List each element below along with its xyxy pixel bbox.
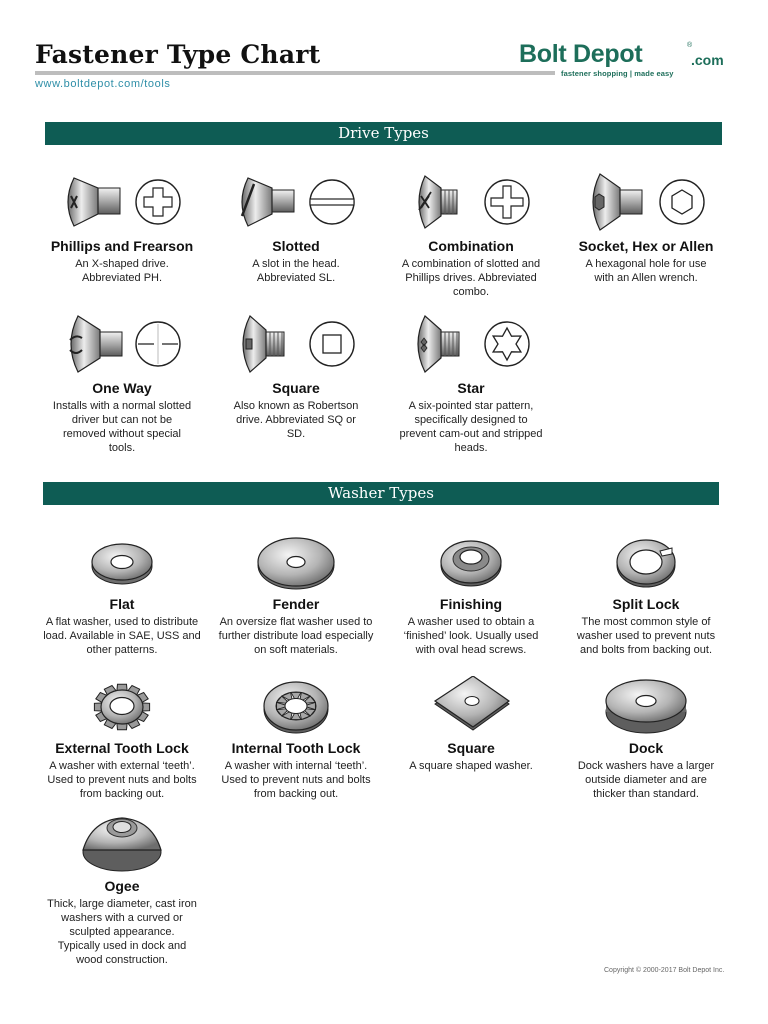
drive-types-header: Drive Types <box>45 122 722 145</box>
ogee-washer-icon <box>62 812 182 874</box>
drive-item-desc: A combination of slotted and Phillips drives. Abbreviated combo. <box>401 258 541 298</box>
drive-item-name: One Way <box>92 380 152 396</box>
drive-item-name: Star <box>457 380 485 396</box>
one-way-screw-icon <box>62 312 182 376</box>
drive-item-name: Square <box>272 380 320 396</box>
flat-washer-icon <box>62 532 182 592</box>
slotted-screw-icon <box>236 170 356 234</box>
drive-item-desc: A slot in the head. Abbreviated SL. <box>252 258 340 284</box>
page-title: Fastener Type Chart <box>35 40 321 69</box>
washer-item-name: Flat <box>109 596 135 612</box>
washer-item-name: Split Lock <box>612 596 680 612</box>
square-washer-icon <box>411 676 531 736</box>
drive-item-name: Phillips and Frearson <box>50 238 194 254</box>
washer-item-desc: The most common style of washer used to prevent nuts and bolts from backing out. <box>576 616 716 656</box>
washer-item-name: Square <box>447 740 495 756</box>
washer-item-finishing <box>384 532 558 657</box>
washer-item-desc: Dock washers have a larger outside diameter and are thicker than standard. <box>577 760 715 800</box>
drive-item-name: Combination <box>428 238 514 254</box>
washer-item-desc: A square shaped washer. <box>409 760 533 772</box>
copyright-notice: Copyright © 2000-2017 Bolt Depot Inc. <box>604 967 725 974</box>
star-drive-screw-icon <box>411 312 531 376</box>
washer-item-name: External Tooth Lock <box>55 740 189 756</box>
logo-registered-mark: ® <box>687 42 693 49</box>
drive-item-square <box>209 312 383 441</box>
phillips-screw-icon <box>62 170 182 234</box>
logo-wordmark: Bolt Depot <box>519 40 643 68</box>
washer-types-header: Washer Types <box>43 482 719 505</box>
drive-item-slotted <box>209 170 383 285</box>
washer-item-desc: A flat washer, used to distribute load. Available in SAE, USS and other patterns. <box>43 616 201 656</box>
split-lock-washer-icon <box>586 532 706 592</box>
drive-item-phillips <box>35 170 209 285</box>
washer-item-desc: Thick, large diameter, cast iron washers with a curved or sculpted appearance. Typically used in dock and wood construction. <box>47 898 197 966</box>
drive-item-desc: Installs with a normal slotted driver but can not be removed without special tools. <box>52 400 192 454</box>
washer-item-fender <box>209 532 383 657</box>
drive-item-desc: Also known as Robertson drive. Abbreviated SQ or SD. <box>233 400 359 440</box>
washer-item-name: Ogee <box>104 878 140 894</box>
bolt-depot-logo[interactable] <box>519 40 734 84</box>
washer-item-desc: A washer used to obtain a ‘finished’ look. Usually used with oval head screws. <box>403 616 539 656</box>
drive-item-combination <box>384 170 558 299</box>
drive-item-socket <box>559 170 733 285</box>
logo-tagline: fastener shopping | made easy <box>561 69 674 78</box>
washer-item-split-lock <box>559 532 733 657</box>
washer-item-desc: A washer with external ‘teeth’. Used to prevent nuts and bolts from backing out. <box>47 760 197 800</box>
finishing-washer-icon <box>411 532 531 592</box>
washer-item-flat <box>35 532 209 657</box>
washer-item-ogee <box>35 812 209 967</box>
site-url-link[interactable]: www.boltdepot.com/tools <box>35 78 171 90</box>
internal-tooth-washer-icon <box>236 676 356 736</box>
washer-item-name: Finishing <box>439 596 503 612</box>
washer-item-desc: A washer with internal ‘teeth’. Used to prevent nuts and bolts from backing out. <box>221 760 371 800</box>
washer-item-desc: An oversize flat washer used to further distribute load especially on soft materials. <box>218 616 374 656</box>
washer-item-name: Internal Tooth Lock <box>231 740 361 756</box>
fender-washer-icon <box>236 532 356 592</box>
drive-item-desc: An X-shaped drive. Abbreviated PH. <box>75 258 169 284</box>
dock-washer-icon <box>586 676 706 736</box>
drive-item-desc: A six-pointed star pattern, specifically designed to prevent cam-out and stripped heads. <box>399 400 543 454</box>
square-drive-screw-icon <box>236 312 356 376</box>
hex-socket-screw-icon <box>586 170 706 234</box>
drive-item-star <box>384 312 558 455</box>
washer-item-square <box>384 676 558 773</box>
drive-item-desc: A hexagonal hole for use with an Allen wrench. <box>585 258 707 284</box>
washer-item-dock <box>559 676 733 801</box>
washer-item-internal-tooth <box>209 676 383 801</box>
title-rule <box>35 71 555 75</box>
external-tooth-washer-icon <box>62 676 182 736</box>
drive-item-name: Slotted <box>272 238 320 254</box>
drive-item-one-way <box>35 312 209 455</box>
logo-dotcom: .com <box>691 52 724 68</box>
washer-item-name: Dock <box>628 740 664 756</box>
washer-item-name: Fender <box>272 596 320 612</box>
drive-item-name: Socket, Hex or Allen <box>578 238 714 254</box>
washer-item-external-tooth <box>35 676 209 801</box>
combination-screw-icon <box>411 170 531 234</box>
